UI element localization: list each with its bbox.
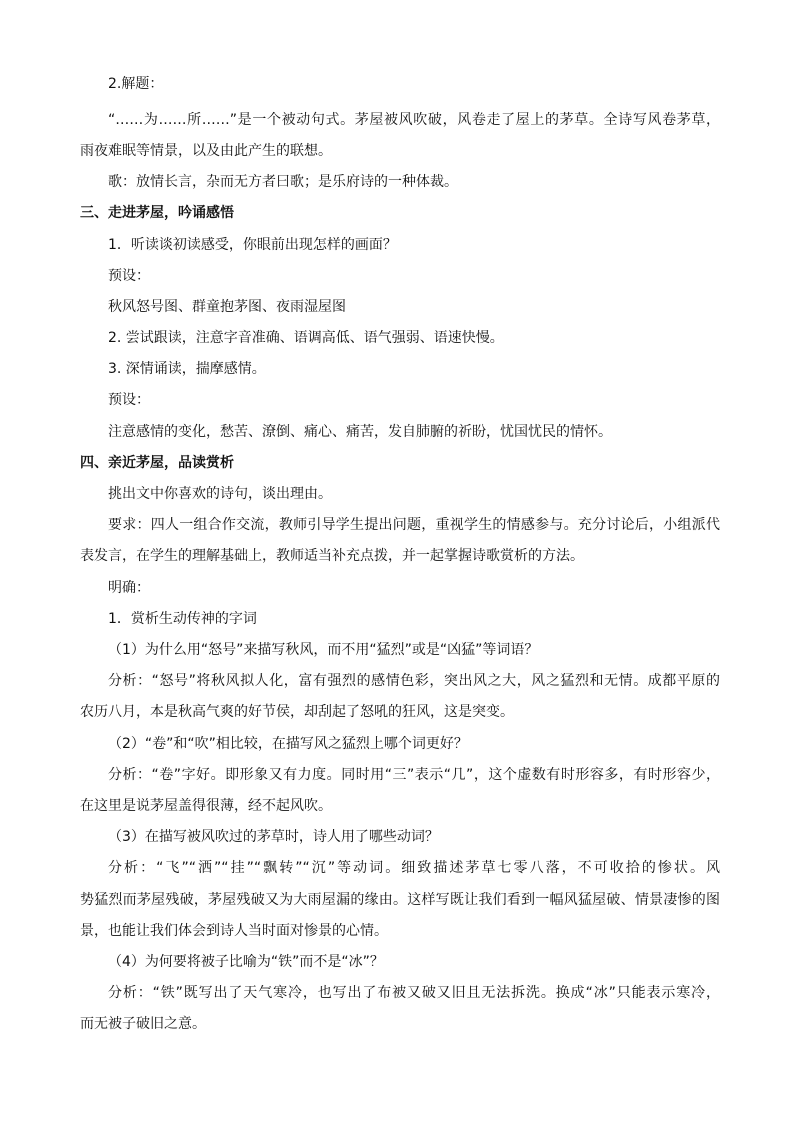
label-yushe: 预设： [108,392,150,408]
analysis-line: 分析：“铁”既写出了天气寒冷，也写出了布被又破又旧且无法拆洗。换成“冰”只能表示寒冷， [108,985,720,1001]
paragraph-line: 表发言，在学生的理解基础上，教师适当补充点拨，并一起掌握诗歌赏析的方法。 [80,548,584,564]
section-heading-3: 三、走进茅屋，吟诵感悟 [80,205,234,221]
paragraph-line: 雨夜难眠等情景，以及由此产生的联想。 [80,143,332,159]
analysis-line: 分析：“怒号”将秋风拟人化，富有强烈的感情色彩，突出风之大，风之猛烈和无情。成都平原的 [108,673,720,689]
question-line: （3）在描写被风吹过的茅草时，诗人用了哪些动词？ [108,829,439,845]
analysis-line: 势猛烈而茅屋残破，茅屋残破又为大雨屋漏的缘由。这样写既让我们看到一幅风猛屋破、情景凄惨的图 [80,892,720,908]
question-line: （4）为何要将被子比喻为“铁”而不是“冰”？ [108,954,384,970]
analysis-line: 在这里是说茅屋盖得很薄，经不起风吹。 [80,798,332,814]
analysis-line: 分析：“飞”“洒”“挂”“飘转”“沉”等动词。细致描述茅草七零八落，不可收拾的惨状。风 [108,860,720,876]
paragraph-line: 要求：四人一组合作交流，教师引导学生提出问题，重视学生的情感参与。充分讨论后，小组派代 [108,517,720,533]
section-heading-4: 四、亲近茅屋，品读赏析 [80,455,234,471]
paragraph-line: 挑出文中你喜欢的诗句，谈出理由。 [108,486,332,502]
analysis-line: 景，也能让我们体会到诗人当时面对惨景的心情。 [80,923,388,939]
paragraph-line: “……为……所……”是一个被动句式。茅屋被风吹破，风卷走了屋上的茅草。全诗写风卷茅草， [108,112,720,128]
paragraph-line: 歌：放情长言，杂而无方者曰歌；是乐府诗的一种体裁。 [108,174,458,190]
question-line: （2）“卷”和“吹”相比较，在描写风之猛烈上哪个词更好？ [108,736,468,752]
question-line: （1）为什么用“怒号”来描写秋风，而不用“猛烈”或是“凶猛”等词语？ [108,642,539,658]
paragraph-line: 秋风怒号图、群童抱茅图、夜雨湿屋图 [108,299,346,315]
analysis-line: 分析：“卷”字好。即形象又有力度。同时用“三”表示“几”，这个虚数有时形容多，有时形容少， [108,767,720,783]
paragraph-line: 注意感情的变化，愁苦、潦倒、痛心、痛苦，发自肺腑的祈盼，忧国忧民的情怀。 [108,424,612,440]
analysis-line: 而无被子破旧之意。 [80,1016,206,1032]
analysis-line: 农历八月，本是秋高气爽的好节侯，却刮起了怒吼的狂风，这是突变。 [80,704,514,720]
label-yushe: 预设： [108,268,150,284]
subsection-heading-jieti: 2.解题： [108,76,164,92]
list-item: 1．赏析生动传神的字词 [108,611,257,627]
label-mingque: 明确： [108,580,150,596]
list-item: 2. 尝试跟读，注意字音准确、语调高低、语气强弱、语速快慢。 [108,330,504,346]
list-item: 3. 深情诵读，揣摩感情。 [108,361,266,377]
list-item: 1．听读谈初读感受，你眼前出现怎样的画面？ [108,237,397,253]
